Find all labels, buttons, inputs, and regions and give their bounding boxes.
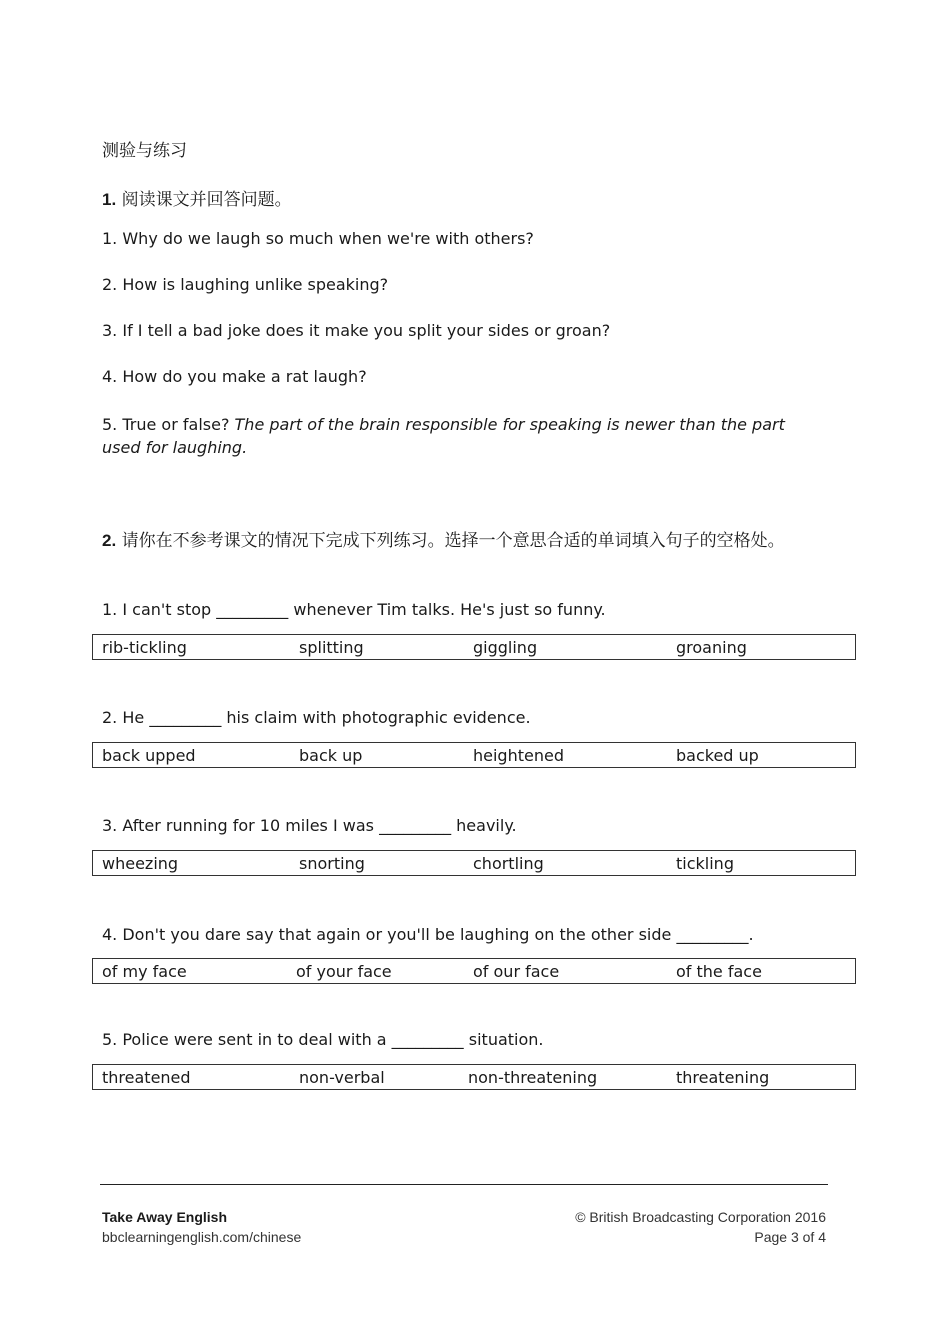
option[interactable]: of our face [473,962,560,981]
options-row-1 [92,634,856,660]
question-5-prefix: 5. True or false? [102,415,230,434]
section1-heading-text: 阅读课文并回答问题。 [121,190,292,210]
section2-number: 2. [102,531,117,550]
footer-url[interactable]: bbclearningenglish.com/chinese [102,1229,302,1245]
option[interactable]: back upped [102,746,196,765]
option[interactable]: splitting [299,638,364,657]
question-1: 1. Why do we laugh so much when we're with others? [102,229,534,248]
fill-sentence-3: 3. After running for 10 miles I was _________ heavily. [102,816,517,835]
footer-page-number: Page 3 of 4 [754,1229,826,1245]
question-2: 2. How is laughing unlike speaking? [102,275,389,294]
option[interactable]: threatening [676,1068,770,1087]
options-row-2 [92,742,856,768]
footer-copyright: © British Broadcasting Corporation 2016 [575,1209,826,1225]
page-title: 测验与练习 [102,141,187,161]
section2-heading [102,527,842,555]
option[interactable]: giggling [473,638,538,657]
option[interactable]: back up [299,746,363,765]
section1-number: 1. [102,190,117,209]
option[interactable]: of my face [102,962,187,981]
option[interactable]: of your face [296,962,392,981]
option[interactable]: threatened [102,1068,191,1087]
option[interactable]: of the face [676,962,762,981]
question-5-statement: The part of the brain responsible for speaking is newer than the part used for laughing. [102,415,785,457]
question-5 [102,413,822,459]
options-row-4 [92,958,856,984]
option[interactable]: non-threatening [468,1068,598,1087]
option[interactable]: rib-tickling [102,638,187,657]
fill-sentence-2: 2. He _________ his claim with photographic evidence. [102,708,531,727]
question-4: 4. How do you make a rat laugh? [102,367,367,386]
option[interactable]: tickling [676,854,734,873]
fill-sentence-1: 1. I can't stop _________ whenever Tim talks. He's just so funny. [102,600,606,619]
footer-divider [100,1184,828,1185]
option[interactable]: wheezing [102,854,179,873]
options-row-5 [92,1064,856,1090]
option[interactable]: groaning [676,638,747,657]
fill-sentence-5: 5. Police were sent in to deal with a _________ situation. [102,1030,544,1049]
section2-heading-text: 请你在不参考课文的情况下完成下列练习。选择一个意思合适的单词填入句子的空格处。 [121,531,785,551]
option[interactable]: non-verbal [299,1068,385,1087]
question-3: 3. If I tell a bad joke does it make you split your sides or groan? [102,321,611,340]
option[interactable]: backed up [676,746,759,765]
option[interactable]: heightened [473,746,564,765]
fill-sentence-4: 4. Don't you dare say that again or you'll be laughing on the other side _________. [102,925,754,944]
footer-brand: Take Away English [102,1209,228,1225]
option[interactable]: snorting [299,854,365,873]
option[interactable]: chortling [473,854,544,873]
section1-heading [102,185,292,210]
options-row-3 [92,850,856,876]
